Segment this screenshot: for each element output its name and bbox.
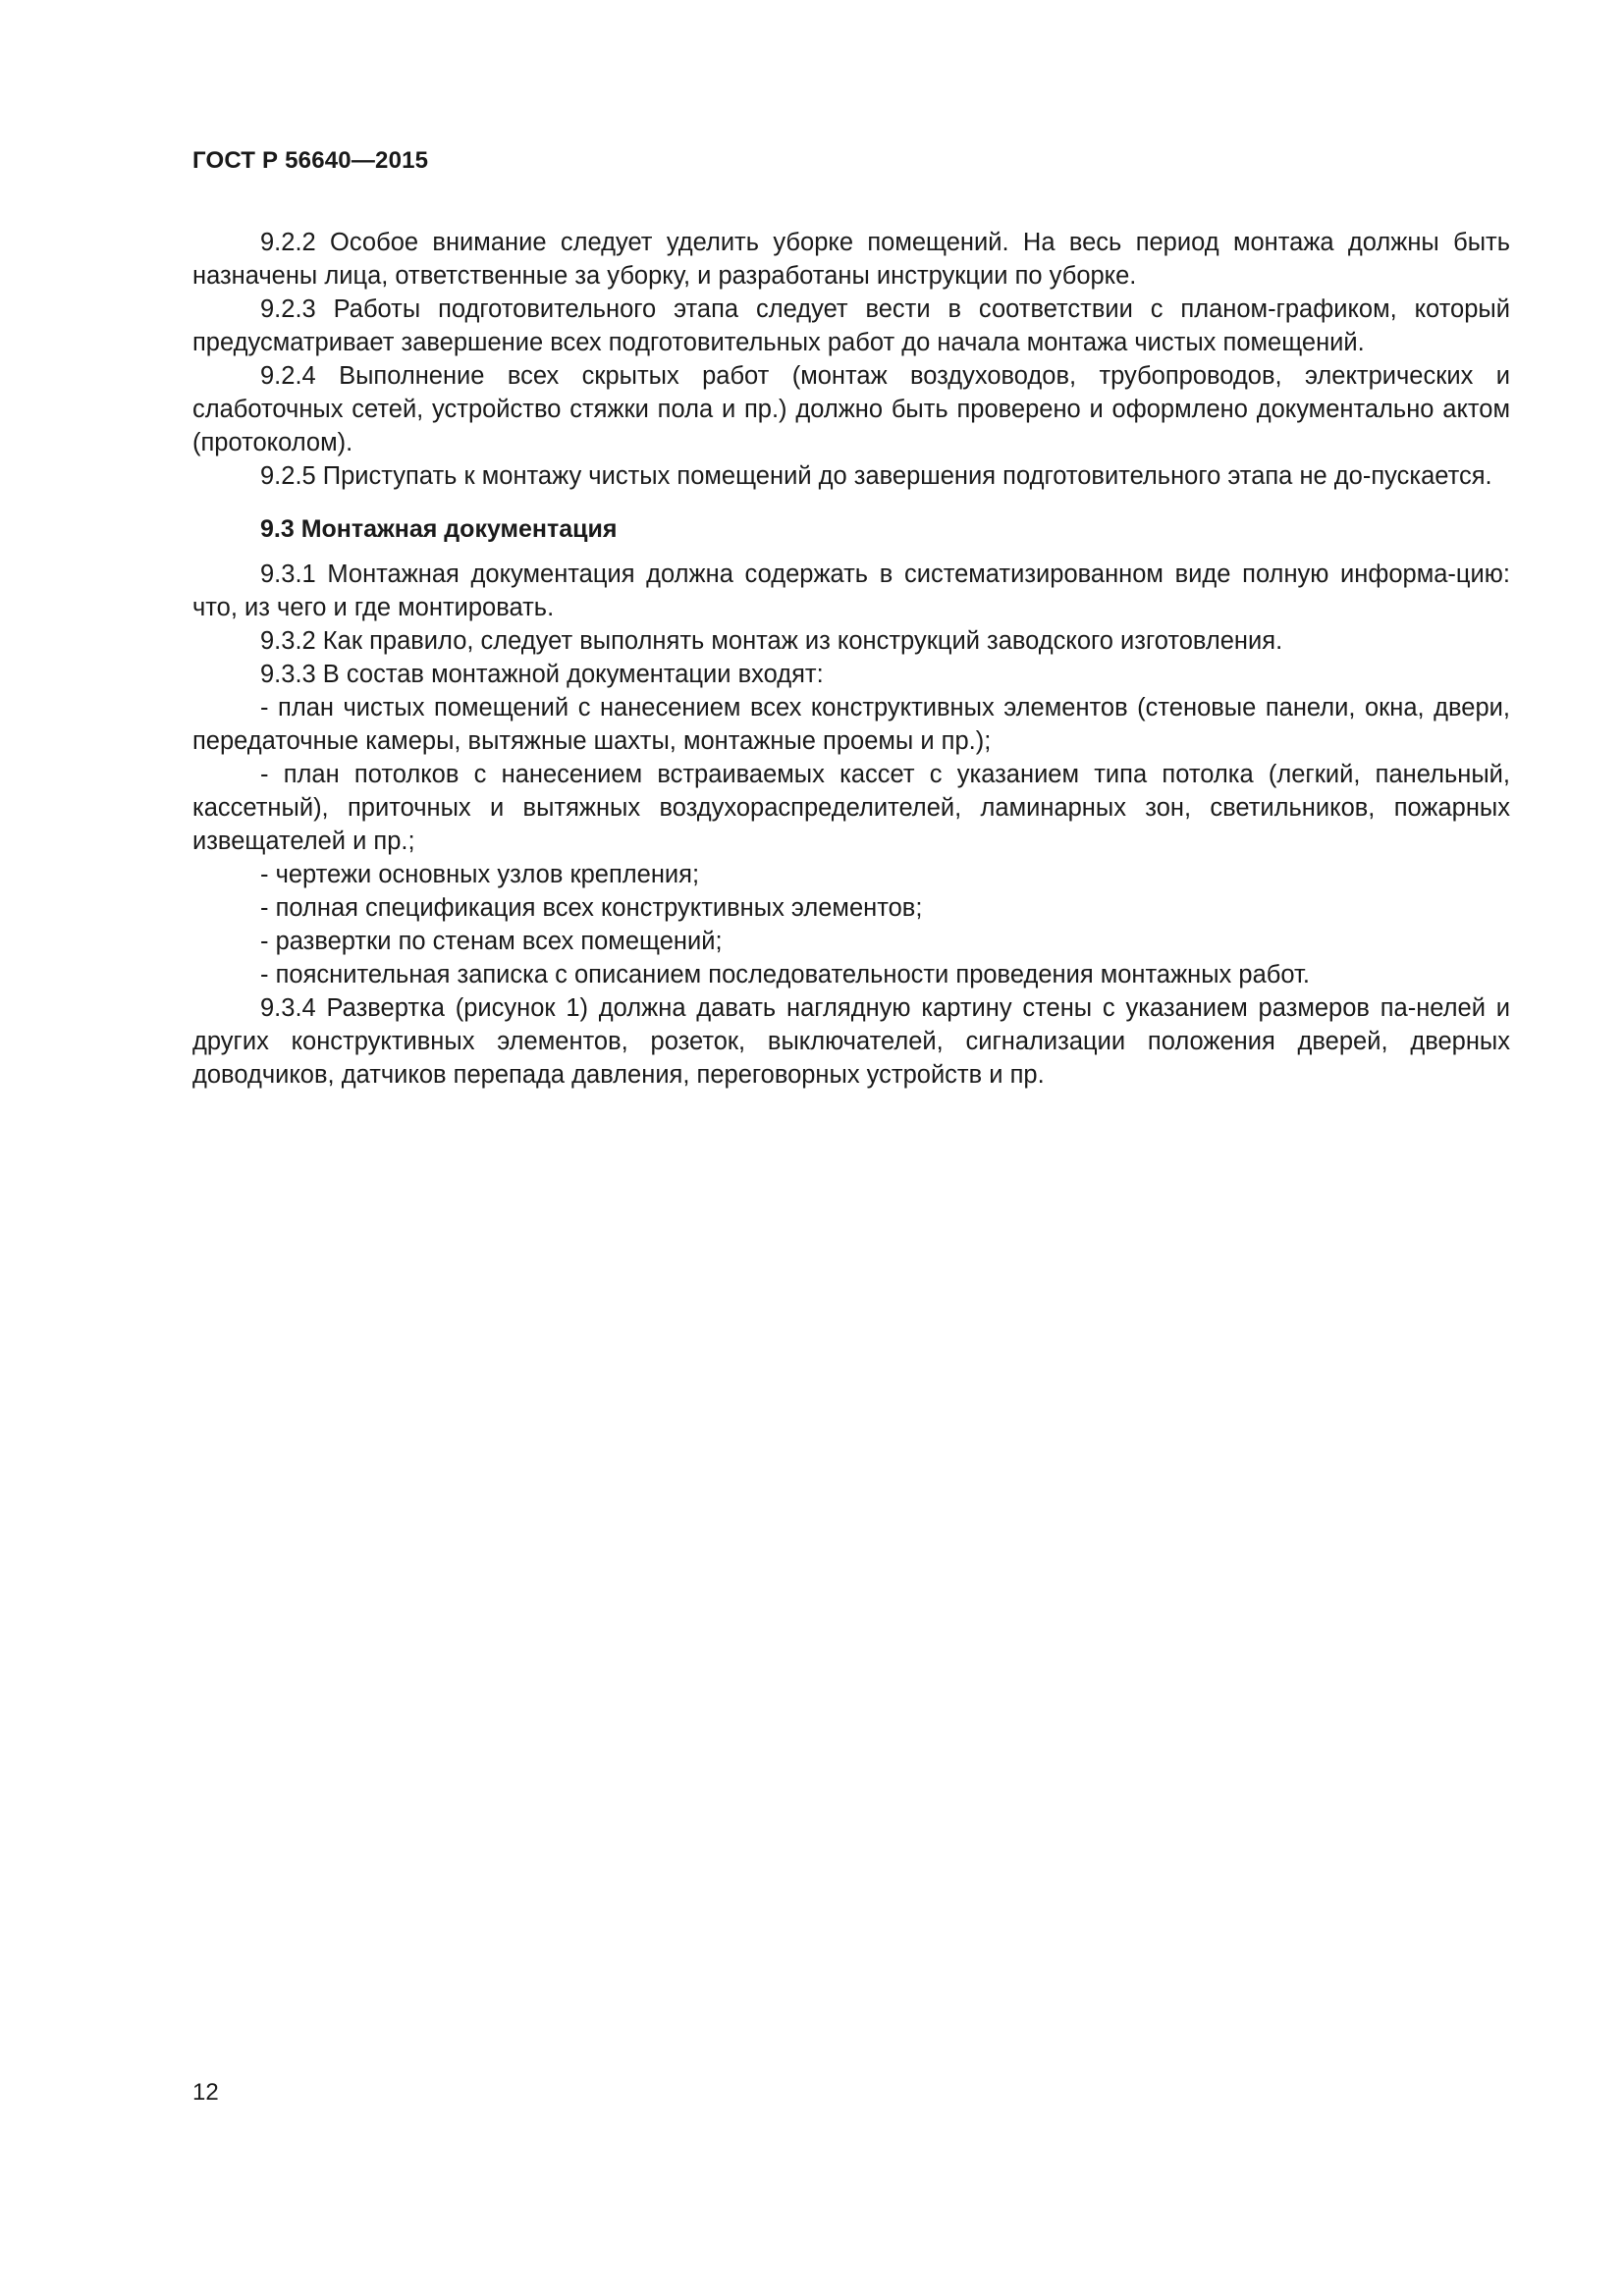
list-item: - чертежи основных узлов крепления; — [260, 861, 700, 888]
list-item: - план потолков с нанесением встраиваемых кассет с указанием типа потолка (легкий, панельный, кассетный), приточных и вытяжных воздухораспределителей, ламинарных зон, светильников, пожарных извещателей и пр.; — [192, 761, 1510, 855]
list-item: - развертки по стенам всех помещений; — [260, 928, 723, 955]
paragraph-9-2-5: 9.2.5 Приступать к монтажу чистых помещений до завершения подготовительного этапа не до-пускается. — [260, 462, 1492, 490]
list-item: - пояснительная записка с описанием последовательности проведения монтажных работ. — [260, 961, 1310, 988]
documentation-list — [192, 691, 1510, 991]
paragraph-9-2-2: 9.2.2 Особое внимание следует уделить уборке помещений. На весь период монтажа должны быть назначены лица, ответственные за уборку, и разработаны инструкции по уборке. — [192, 229, 1510, 290]
page-number: 12 — [192, 2079, 219, 2106]
section-heading-9-3: 9.3 Монтажная документация — [260, 515, 618, 543]
paragraph-9-2-3: 9.2.3 Работы подготовительного этапа следует вести в соответствии с планом-графиком, который предусматривает завершение всех подготовительных работ до начала монтажа чистых помещений. — [192, 295, 1510, 356]
paragraph-9-3-2: 9.3.2 Как правило, следует выполнять монтаж из конструкций заводского изготовления. — [260, 627, 1283, 655]
paragraph-9-3-1: 9.3.1 Монтажная документация должна содержать в систематизированном виде полную информа-цию: что, из чего и где монтировать. — [192, 561, 1510, 621]
paragraph-9-3-4: 9.3.4 Развертка (рисунок 1) должна давать наглядную картину стены с указанием размеров па-нелей и других конструктивных элементов, розеток, выключателей, сигнализации положения дверей, дверных доводчиков, датчиков перепада давления, переговорных устройств и пр. — [192, 994, 1510, 1089]
list-item: - план чистых помещений с нанесением всех конструктивных элементов (стеновые панели, окна, двери, передаточные камеры, вытяжные шахты, монтажные проемы и пр.); — [192, 694, 1510, 755]
document-header: ГОСТ Р 56640—2015 — [192, 147, 429, 174]
document-body — [192, 226, 1510, 1092]
list-item: - полная спецификация всех конструктивных элементов; — [260, 894, 923, 922]
paragraph-9-2-4: 9.2.4 Выполнение всех скрытых работ (монтаж воздуховодов, трубопроводов, электрических и слаботочных сетей, устройство стяжки пола и пр.) должно быть проверено и оформлено документально актом (протоколом). — [192, 362, 1510, 456]
paragraph-9-3-3: 9.3.3 В состав монтажной документации входят: — [260, 661, 824, 688]
